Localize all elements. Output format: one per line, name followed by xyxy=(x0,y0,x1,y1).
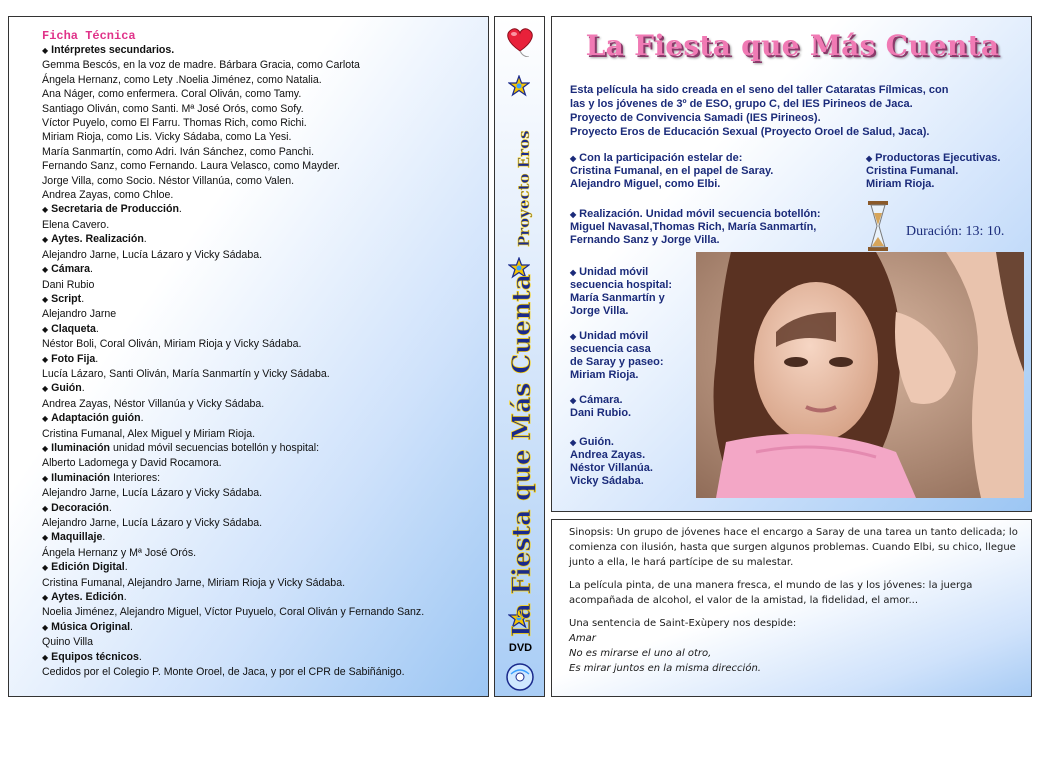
credit-role-suffix: . xyxy=(140,412,144,425)
credit-role-line xyxy=(42,411,482,426)
quote-line: Es mirar juntos en la misma dirección. xyxy=(569,663,761,674)
intro-line: Esta película ha sido creada en el seno del taller Cataratas Fílmicas, con xyxy=(570,84,949,96)
diamond-bullet-icon: ◆ xyxy=(42,294,49,304)
diamond-bullet-icon: ◆ xyxy=(570,268,577,277)
diamond-bullet-icon: ◆ xyxy=(570,210,577,219)
synopsis-paragraph: La película pinta, de una manera fresca, el mundo de las y los jóvenes: la juerga acompañada de alcohol, el valor de la amistad, la fidelidad, el amor... xyxy=(569,580,973,606)
credit-line: Andrea Zayas, Néstor Villanúa y Vicky Sádaba. xyxy=(42,397,265,410)
realization-block xyxy=(570,208,870,247)
credit-role-line xyxy=(42,292,482,307)
credit-role-suffix: . xyxy=(95,352,99,365)
diamond-bullet-icon: ◆ xyxy=(570,396,577,405)
diamond-bullet-icon: ◆ xyxy=(42,593,49,603)
credit-role: Iluminación xyxy=(51,471,111,484)
credit-role-line xyxy=(42,441,482,456)
credit-line: Gemma Bescós, en la voz de madre. Bárbara Gracia, como Carlota xyxy=(42,59,360,72)
synopsis xyxy=(569,525,1024,676)
credit-role-suffix: . xyxy=(130,620,133,633)
credit-role: Edición Digital xyxy=(51,561,125,574)
credit-line: Alejandro Jarne xyxy=(42,308,117,321)
synopsis-paragraph: Sinopsis: Un grupo de jóvenes hace el encargo a Saray de una tarea un tanto delicada; lo comienza con ilusión, hasta que surgen algunos problemas. Cuando Elbi, su chico, llegue junto a ella, le hará partícipe de su malestar. xyxy=(569,527,1018,568)
back-cover xyxy=(8,16,489,697)
diamond-bullet-icon: ◆ xyxy=(42,324,49,334)
credit-role-line xyxy=(42,381,482,396)
credit-role-suffix: Interiores: xyxy=(110,471,161,484)
spine-title xyxy=(499,117,543,647)
producers-heading: Productoras Ejecutivas. xyxy=(875,152,1001,164)
credit-role: Guión xyxy=(51,382,82,395)
synopsis-paragraph: Una sentencia de Saint-Exùpery nos despide: xyxy=(569,618,797,629)
credit-line: Elena Cavero. xyxy=(42,218,110,231)
credit-role: Maquillaje xyxy=(51,531,103,544)
quote-line: Amar xyxy=(569,633,596,644)
credit-role-line xyxy=(42,530,482,545)
credit-role-line xyxy=(42,560,482,575)
diamond-bullet-icon: ◆ xyxy=(42,563,49,573)
front-cover xyxy=(551,16,1032,512)
credit-line: Ángela Hernanz y Mª José Orós. xyxy=(42,546,197,559)
credit-role-line xyxy=(42,262,482,277)
crew-line: Guión. xyxy=(579,436,614,448)
crew-block xyxy=(570,436,695,488)
diamond-bullet-icon: ◆ xyxy=(42,443,49,453)
diamond-bullet-icon: ◆ xyxy=(570,154,577,163)
diamond-bullet-icon: ◆ xyxy=(42,622,49,632)
credit-role: Claqueta xyxy=(51,322,96,335)
credit-role-line xyxy=(42,501,482,516)
credit-role: Música Original xyxy=(51,620,131,633)
credit-line: María Sanmartín, como Adri. Iván Sánchez, como Panchi. xyxy=(42,145,315,158)
spine-project: Proyecto Eros xyxy=(515,130,533,247)
diamond-bullet-icon: ◆ xyxy=(42,354,49,364)
crew-line: Miriam Rioja. xyxy=(570,369,639,381)
intro-line: las y los jóvenes de 3º de ESO, grupo C, del IES Pirineos de Jaca. xyxy=(570,98,913,110)
credit-line: Cristina Fumanal, Alejandro Jarne, Miriam Rioja y Vicky Sádaba. xyxy=(42,576,346,589)
diamond-bullet-icon: ◆ xyxy=(42,473,49,483)
duration: Duración: 13: 10. xyxy=(906,224,1005,239)
diamond-bullet-icon: ◆ xyxy=(570,438,577,447)
credit-role-line xyxy=(42,471,482,486)
quote-line: No es mirarse el uno al otro, xyxy=(569,648,712,659)
realization-line: Miguel Navasal,Thomas Rich, María Sanmartín, xyxy=(570,221,817,233)
credit-role: Cámara xyxy=(51,263,91,276)
crew-line: María Sanmartín y xyxy=(570,292,665,304)
credit-line: Miriam Rioja, como Lis. Vicky Sádaba, como La Yesi. xyxy=(42,131,292,144)
crew-block xyxy=(570,330,695,382)
credit-role-suffix: . xyxy=(81,382,85,395)
credit-role-line xyxy=(42,232,482,247)
credit-line: Alejandro Jarne, Lucía Lázaro y Vicky Sádaba. xyxy=(42,248,263,261)
producer-line: Miriam Rioja. xyxy=(866,178,935,190)
credit-line: Andrea Zayas, como Chloe. xyxy=(42,189,174,202)
credit-role: Intérpretes secundarios. xyxy=(51,44,175,56)
crew-blocks xyxy=(570,266,695,499)
credits-title: Ficha Técnica xyxy=(42,29,136,43)
credit-role-suffix: . xyxy=(138,650,142,663)
disc-icon xyxy=(505,662,535,692)
credit-line: Víctor Puyelo, como El Farru. Thomas Rich, como Richi. xyxy=(42,117,307,130)
diamond-bullet-icon: ◆ xyxy=(42,235,49,245)
credit-role-suffix: . xyxy=(124,561,128,574)
credits xyxy=(42,29,482,679)
front-intro xyxy=(570,83,1020,139)
crew-line: secuencia hospital: xyxy=(570,279,673,291)
star-icon xyxy=(508,75,530,97)
credit-role: Adaptación guión xyxy=(51,412,141,425)
credit-line: Alejandro Jarne, Lucía Lázaro y Vicky Sádaba. xyxy=(42,487,263,500)
credit-line: Ángela Hernanz, como Lety .Noelia Jiménez, como Natalia. xyxy=(42,73,322,86)
realization-heading: Realización. Unidad móvil secuencia botellón: xyxy=(579,208,821,220)
cover-photo xyxy=(696,252,1024,498)
credit-line: Dani Rubio xyxy=(42,278,95,291)
credit-line: Fernando Sanz, como Fernando. Laura Velasco, como Mayder. xyxy=(42,160,340,173)
crew-line: de Saray y paseo: xyxy=(570,356,664,368)
credit-role-suffix: . xyxy=(143,233,147,246)
credit-role-line xyxy=(42,352,482,367)
diamond-bullet-icon: ◆ xyxy=(42,205,49,215)
cast-line: Cristina Fumanal, en el papel de Saray. xyxy=(570,165,774,177)
credit-role-line xyxy=(42,620,482,635)
credit-role-line xyxy=(42,650,482,665)
diamond-bullet-icon: ◆ xyxy=(42,46,49,55)
diamond-bullet-icon: ◆ xyxy=(42,265,49,275)
diamond-bullet-icon: ◆ xyxy=(42,503,49,513)
credit-role-suffix: . xyxy=(95,322,99,335)
front-title: La Fiesta que Más Cuenta xyxy=(585,29,1000,62)
crew-line: Unidad móvil xyxy=(579,266,649,278)
credit-role: Aytes. Edición xyxy=(51,591,124,604)
cast-heading: Con la participación estelar de: xyxy=(579,152,743,164)
diamond-bullet-icon: ◆ xyxy=(42,414,49,424)
credit-list xyxy=(42,43,482,679)
credit-role-suffix: . xyxy=(102,531,106,544)
intro-line: Proyecto Eros de Educación Sexual (Proyecto Oroel de Salud, Jaca). xyxy=(570,126,930,138)
credit-line: Quino Villa xyxy=(42,636,94,649)
credit-role-suffix: . xyxy=(123,591,127,604)
crew-line: Dani Rubio. xyxy=(570,407,632,419)
credit-role: Foto Fija xyxy=(51,352,96,365)
crew-line: Vicky Sádaba. xyxy=(570,475,644,487)
credit-line: Cristina Fumanal, Alex Miguel y Miriam Rioja. xyxy=(42,427,256,440)
credit-line: Alejandro Jarne, Lucía Lázaro y Vicky Sádaba. xyxy=(42,517,263,529)
intro-line: Proyecto de Convivencia Samadi (IES Pirineos). xyxy=(570,112,821,124)
crew-line: Unidad móvil xyxy=(579,330,649,342)
producers-block xyxy=(866,152,1031,191)
producer-line: Cristina Fumanal. xyxy=(866,165,959,177)
credit-role-line xyxy=(42,322,482,337)
crew-block xyxy=(570,394,695,420)
diamond-bullet-icon: ◆ xyxy=(42,533,49,543)
crew-line: Néstor Villanúa. xyxy=(570,462,653,474)
realization-line: Fernando Sanz y Jorge Villa. xyxy=(570,234,720,246)
credit-role-suffix: . xyxy=(90,263,93,276)
credit-line: Santiago Oliván, como Santi. Mª José Orós, como Sofy. xyxy=(42,102,304,115)
crew-line: Andrea Zayas. xyxy=(570,449,646,461)
diamond-bullet-icon: ◆ xyxy=(570,332,577,341)
credit-line: Cedidos por el Colegio P. Monte Oroel, de Jaca, y por el CPR de Sabiñánigo. xyxy=(42,666,405,679)
crew-block xyxy=(570,266,695,318)
credit-line: Néstor Boli, Coral Oliván, Miriam Rioja y Vicky Sádaba. xyxy=(42,338,302,351)
credit-role-suffix: . xyxy=(81,292,85,305)
credit-role: Equipos técnicos xyxy=(51,650,139,663)
diamond-bullet-icon: ◆ xyxy=(42,652,49,662)
cast-block xyxy=(570,152,860,191)
credit-role-line xyxy=(42,202,482,217)
credit-line: Noelia Jiménez, Alejandro Miguel, Víctor Puyuelo, Coral Oliván y Fernando Sanz. xyxy=(42,606,425,619)
cast-line: Alejandro Miguel, como Elbi. xyxy=(570,178,721,190)
credit-role-suffix: . xyxy=(178,203,182,216)
crew-line: Jorge Villa. xyxy=(570,305,629,317)
credit-line: Jorge Villa, como Socio. Néstor Villanúa, como Valen. xyxy=(42,174,295,187)
hourglass-icon xyxy=(868,201,888,251)
spine xyxy=(494,16,545,697)
credit-role: Iluminación xyxy=(51,441,111,454)
diamond-bullet-icon: ◆ xyxy=(42,384,49,394)
crew-line: secuencia casa xyxy=(570,343,651,355)
spine-film-title: La Fiesta que Más Cuenta xyxy=(507,274,536,637)
synopsis-panel xyxy=(551,519,1032,697)
credit-role: Secretaria de Producción xyxy=(51,203,179,216)
heart-balloon-icon xyxy=(503,23,537,57)
credit-role-line xyxy=(42,590,482,605)
credit-role-suffix: unidad móvil secuencias botellón y hospital: xyxy=(110,441,320,454)
credit-line: Lucía Lázaro, Santi Oliván, María Sanmartín y Vicky Sádaba. xyxy=(42,367,330,380)
credit-role-suffix: . xyxy=(108,501,112,514)
credit-role: Script xyxy=(51,292,82,305)
diamond-bullet-icon: ◆ xyxy=(866,154,873,163)
credit-role: Decoración xyxy=(51,501,109,514)
credit-line: Ana Náger, como enfermera. Coral Oliván, como Tamy. xyxy=(42,88,302,101)
credit-line: Alberto Ladomega y David Rocamora. xyxy=(42,457,222,470)
dvd-label: DVD xyxy=(508,642,533,654)
credit-role-line xyxy=(42,43,482,58)
crew-line: Cámara. xyxy=(579,394,623,406)
credit-role: Aytes. Realización xyxy=(51,233,144,246)
